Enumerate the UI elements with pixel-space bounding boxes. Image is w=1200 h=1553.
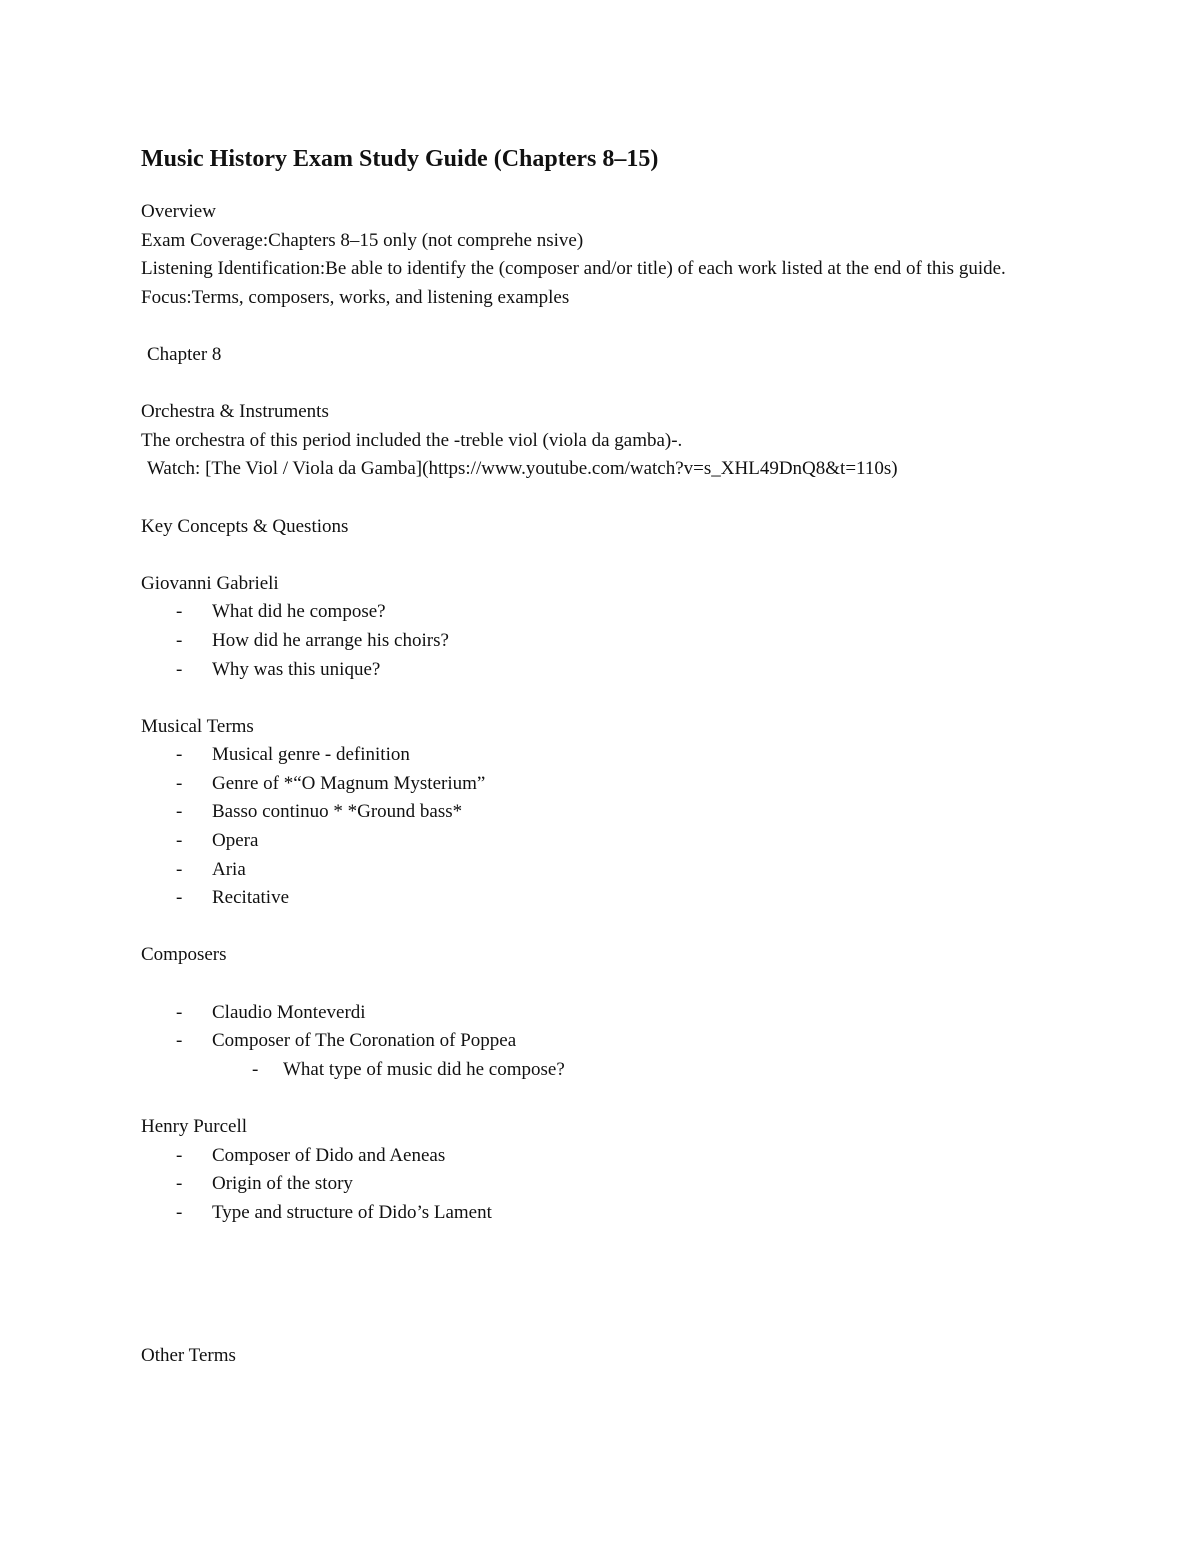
list-item bbox=[141, 1199, 1041, 1228]
list-item bbox=[141, 598, 1041, 627]
document-body bbox=[141, 140, 1041, 1370]
orchestra-text: The orchestra of this period included the -treble viol (viola da gamba)-. bbox=[141, 429, 683, 451]
dash-bullet: - bbox=[176, 1201, 183, 1223]
list-item-text: How did he arrange his choirs? bbox=[212, 629, 449, 651]
list-item bbox=[141, 1142, 1041, 1171]
gabrieli-list bbox=[141, 598, 1041, 684]
dash-bullet: - bbox=[176, 830, 183, 852]
list-item-text: Type and structure of Dido’s Lament bbox=[212, 1201, 492, 1223]
gabrieli-heading: Giovanni Gabrieli bbox=[141, 572, 279, 594]
list-item-text: Origin of the story bbox=[212, 1173, 353, 1195]
dash-bullet: - bbox=[176, 801, 183, 823]
list-item bbox=[141, 627, 1041, 656]
document-title: Music History Exam Study Guide (Chapters 8–15) bbox=[141, 146, 659, 172]
list-item-text: What did he compose? bbox=[212, 601, 386, 623]
other-terms-heading: Other Terms bbox=[141, 1344, 236, 1366]
musical-terms-list bbox=[141, 741, 1041, 913]
list-item bbox=[141, 656, 1041, 685]
dash-bullet: - bbox=[176, 629, 183, 651]
purcell-heading: Henry Purcell bbox=[141, 1116, 248, 1137]
list-item-text: Composer of Dido and Aeneas bbox=[212, 1144, 446, 1166]
list-item-text: Basso continuo * *Ground bass* bbox=[212, 801, 463, 823]
exam-coverage: Exam Coverage:Chapters 8–15 only (not comprehe nsive) bbox=[141, 229, 584, 251]
composers-heading: Composers bbox=[141, 944, 227, 966]
list-item bbox=[141, 798, 1041, 827]
dash-bullet: - bbox=[176, 772, 183, 794]
list-item bbox=[141, 827, 1041, 856]
list-item-text: Opera bbox=[212, 830, 259, 852]
list-item-text: Claudio Monteverdi bbox=[212, 1001, 366, 1023]
dash-bullet: - bbox=[176, 601, 183, 623]
dash-bullet: - bbox=[176, 887, 183, 909]
list-item bbox=[141, 741, 1041, 770]
list-item bbox=[141, 770, 1041, 799]
chapter-heading: Chapter 8 bbox=[147, 343, 222, 365]
dash-bullet: - bbox=[176, 1173, 183, 1195]
musical-terms-heading: Musical Terms bbox=[141, 715, 254, 737]
list-item bbox=[141, 1027, 1041, 1056]
watch-link[interactable]: Watch: [The Viol / Viola da Gamba](https://www.youtube.com/watch?v=s_XHL49DnQ8&t=110s) bbox=[147, 458, 898, 480]
composers-list bbox=[141, 999, 1041, 1085]
list-item-text: Recitative bbox=[212, 887, 290, 909]
list-item-text: Genre of *“O Magnum Mysterium” bbox=[212, 772, 486, 794]
list-item-text: Composer of The Coronation of Poppea bbox=[212, 1030, 517, 1052]
dash-bullet: - bbox=[176, 744, 183, 766]
list-item-text: Aria bbox=[212, 858, 246, 880]
dash-bullet: - bbox=[176, 1001, 183, 1023]
list-item-text: Musical genre - definition bbox=[212, 744, 410, 766]
list-item-text: Why was this unique? bbox=[212, 658, 381, 680]
list-item-text: What type of music did he compose? bbox=[283, 1058, 565, 1080]
list-item bbox=[141, 884, 1041, 913]
sub-list-item bbox=[141, 1056, 1041, 1085]
dash-bullet: - bbox=[176, 1144, 183, 1166]
dash-bullet: - bbox=[176, 658, 183, 680]
list-item bbox=[141, 1170, 1041, 1199]
dash-bullet: - bbox=[252, 1058, 259, 1080]
orchestra-heading: Orchestra & Instruments bbox=[141, 401, 329, 423]
purcell-list bbox=[141, 1142, 1041, 1228]
dash-bullet: - bbox=[176, 1030, 183, 1052]
list-item bbox=[141, 856, 1041, 885]
overview-heading: Overview bbox=[141, 201, 216, 222]
key-concepts-heading: Key Concepts & Questions bbox=[141, 515, 349, 537]
list-item bbox=[141, 999, 1041, 1028]
focus: Focus:Terms, composers, works, and listening examples bbox=[141, 286, 570, 308]
dash-bullet: - bbox=[176, 858, 183, 880]
listening-identification: Listening Identification:Be able to identify the (composer and/or title) of each work listed at the end of this guide. bbox=[141, 258, 1006, 280]
